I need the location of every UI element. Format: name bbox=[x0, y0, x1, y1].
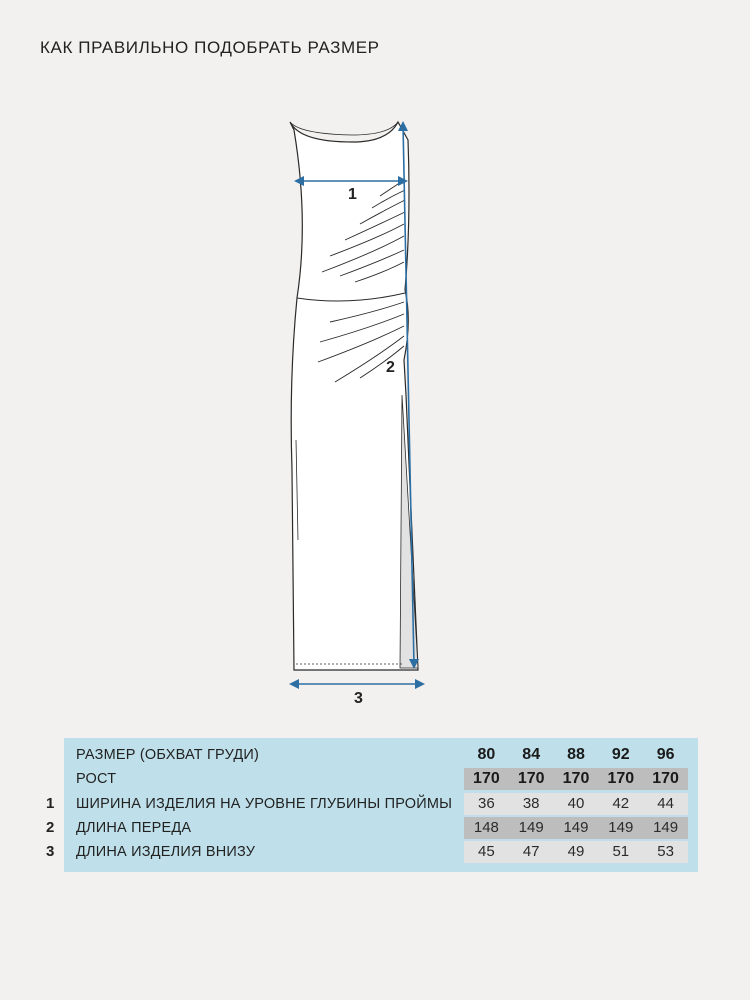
height-cell: 170 bbox=[652, 770, 679, 787]
value-cell: 149 bbox=[563, 819, 589, 836]
value-cell: 51 bbox=[612, 843, 630, 860]
row-number-3: 3 bbox=[46, 843, 55, 860]
height-cell: 170 bbox=[562, 770, 590, 787]
row-number-1: 1 bbox=[46, 795, 55, 812]
row-number-2: 2 bbox=[46, 819, 55, 836]
measure-3-arrow bbox=[289, 679, 425, 689]
height-label: РОСТ bbox=[76, 771, 117, 787]
row-1-label: ШИРИНА ИЗДЕЛИЯ НА УРОВНЕ ГЛУБИНЫ ПРОЙМЫ bbox=[76, 796, 453, 812]
table-row-size bbox=[64, 744, 698, 766]
value-cell: 149 bbox=[653, 819, 679, 836]
measure-1-label: 1 bbox=[348, 186, 357, 203]
size-cell: 96 bbox=[656, 746, 675, 763]
value-cell: 148 bbox=[473, 819, 499, 836]
value-cell: 38 bbox=[522, 795, 540, 812]
table-row-2 bbox=[64, 817, 698, 839]
value-cell: 49 bbox=[567, 843, 585, 860]
row-3-label: ДЛИНА ИЗДЕЛИЯ ВНИЗУ bbox=[76, 844, 256, 860]
value-cell: 42 bbox=[612, 795, 630, 812]
page-title: КАК ПРАВИЛЬНО ПОДОБРАТЬ РАЗМЕР bbox=[40, 38, 380, 57]
size-cell: 80 bbox=[477, 746, 496, 763]
dress-outline bbox=[290, 122, 418, 670]
value-cell: 149 bbox=[518, 819, 544, 836]
measure-3-label: 3 bbox=[354, 690, 363, 707]
size-cell: 92 bbox=[611, 746, 630, 763]
table-row-3 bbox=[64, 841, 698, 863]
table-row-height bbox=[64, 768, 698, 790]
height-cell: 170 bbox=[473, 770, 500, 787]
height-cell: 170 bbox=[607, 770, 635, 787]
table-row-1 bbox=[64, 793, 698, 815]
value-cell: 149 bbox=[608, 819, 634, 836]
value-cell: 36 bbox=[478, 795, 495, 812]
row-2-label: ДЛИНА ПЕРЕДА bbox=[76, 820, 192, 836]
measure-2-label: 2 bbox=[386, 359, 395, 376]
value-cell: 53 bbox=[657, 843, 674, 860]
size-cell: 88 bbox=[567, 746, 585, 763]
height-cell: 170 bbox=[517, 770, 545, 787]
value-cell: 45 bbox=[478, 843, 495, 860]
size-table bbox=[64, 738, 698, 872]
size-cell: 84 bbox=[522, 746, 541, 763]
value-cell: 47 bbox=[522, 843, 540, 860]
size-header-label: РАЗМЕР (ОБХВАТ ГРУДИ) bbox=[76, 747, 260, 763]
value-cell: 44 bbox=[657, 795, 674, 812]
value-cell: 40 bbox=[567, 795, 585, 812]
